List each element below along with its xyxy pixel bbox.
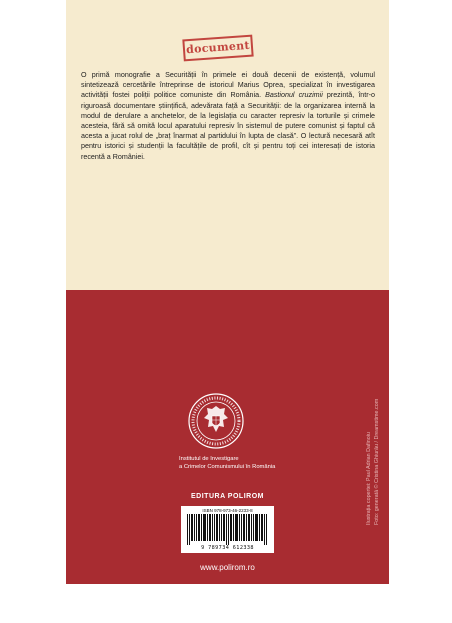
credit-line1: Ilustrația copertei: Paul Adrian Dafinoiu — [366, 432, 372, 525]
book-description — [81, 70, 375, 162]
chapter-list — [83, 590, 343, 623]
chapter-item: Securiștii lui Dej — [83, 602, 138, 611]
institute-line2: a Crimelor Comunismului în România — [179, 464, 276, 470]
barcode-number: 9 789734 612338 — [201, 545, 254, 551]
separator-bullet: • — [247, 602, 250, 611]
barcode-bars — [187, 514, 268, 545]
chapter-item: Partidul și Securitatea — [253, 602, 328, 611]
document-stamp: document — [182, 35, 253, 62]
cover-bottom-panel — [66, 290, 389, 622]
book-title-italic: Bastionul cruzimii — [265, 91, 323, 100]
separator-bullet: • — [255, 591, 258, 600]
back-cover — [66, 0, 389, 622]
separator-bullet: • — [329, 602, 333, 611]
credit-line2: Foto: generată © Cristina Ghiurău / Dreamstime.com — [374, 398, 380, 525]
description-part1: O primă monografie a Securității în primele ei două decenii de existență, volumul sintetizează cercetările întreprinse de istoricul Marius Oprea, specializat în investigarea activității fostei poliții politice comuniste din România. — [81, 71, 375, 100]
barcode — [181, 506, 274, 553]
description-part2: prezintă, într-o riguroasă documentare științifică, adevărata față a Securității: de la organizarea internă la modul de derulare a anchetelor, de la legislația cu caracter represiv la torturile și crimele acesteia, fără să omită locul aparatului represiv în sistemul de putere comunist și faptul că acesta a jucat rolul de „braț înarmat al partidului în lupta de clasă”. O lectură necesară atît pentru istorici și studenții la facultățile de profil, cît și pentru toți cei interesați de istoria recentă a României. — [81, 91, 375, 161]
publisher-name: EDITURA POLIROM — [191, 493, 264, 500]
chapter-item: Scrupule și epoleți: Securitatea în lupta pentru putere dintre liderii comuniști — [83, 613, 338, 622]
separator-bullet: • — [139, 602, 142, 611]
chapter-item: Bazele „muncii de Securitate” — [145, 602, 246, 611]
publisher-url[interactable]: www.polirom.ro — [200, 563, 255, 572]
separator-bullet: • — [330, 591, 333, 600]
institute-seal-icon — [187, 392, 245, 450]
isbn-text: ISBN 978-973-46-2233-8 — [202, 508, 253, 513]
chapter-item: Poliția politică – instrument al sovietizării României — [83, 591, 254, 600]
institute-name — [179, 455, 319, 471]
cover-credits — [366, 290, 406, 525]
institute-line1: Institutul de Investigare — [179, 456, 239, 462]
cover-top-panel — [66, 0, 389, 290]
chapter-item: Nașterea Securității — [261, 591, 329, 600]
